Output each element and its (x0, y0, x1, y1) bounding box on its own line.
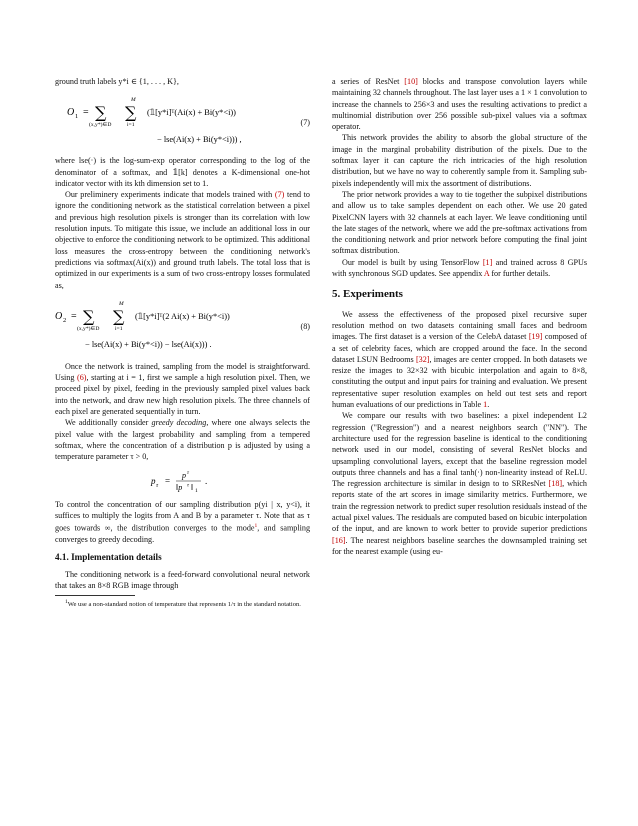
svg-text:p: p (182, 470, 186, 480)
para-tensorflow: Our model is built by using TensorFlow [1] and trained across 8 GPUs with synchronous SGD updates. See appendix A for further details. (332, 257, 588, 279)
ref-appendix-a[interactable]: A (483, 269, 490, 279)
para-resnet: a series of ResNet [10] blocks and transpose convolution layers while maintaining 32 channels throughout. The last layer uses a 1 × 1 convolution to increase the channels to 256×3 and uses the resulting activations to predict a multinomial distribution over 256 possible sub-pixel values via a softmax operator. (332, 77, 587, 132)
svg-text:τ: τ (156, 482, 159, 489)
svg-text:τ: τ (187, 469, 189, 476)
para-prior: The prior network provides a way to tie together the subpixel distributions and allow us to take samples dependent on each other. We use 20 gated PixelCNN layers with 32 channels at each layer. We leave conditioning until the late stages of the network, where we add the pre-softmax activations from the conditioning network and prior network before computing the final joint softmax distribution. (332, 189, 587, 256)
eq8-sum1-under: (x,y*)∈D (77, 325, 100, 332)
equation-7-graphic (55, 93, 310, 149)
footnote-1: $^1$We use a non-standard notion of temperature that represents 1/τ in the standard notation. (65, 599, 301, 609)
ref-19[interactable]: [19] (528, 332, 543, 342)
ref-16[interactable]: [16] (332, 535, 346, 545)
ref-32[interactable]: [32] (415, 354, 430, 364)
section-5-heading: 5. Experiments (332, 288, 403, 301)
svg-text:τ: τ (187, 482, 189, 489)
eq-temperature-graphic (55, 469, 310, 493)
eq8-number: (8) (300, 321, 310, 331)
para-lse: where lse(·) is the log-sum-exp operator corresponding to the log of the denominator of a softmax, and 𝟙[k] denotes a K-dimensional one-hot indicator vector with its kth dimension set to 1. (55, 156, 310, 188)
eq7-number: (7) (300, 118, 310, 128)
eq-temp-lhs: p (151, 475, 156, 486)
eq8-equals: = (71, 310, 77, 322)
ref-eq7[interactable]: (7) (274, 190, 285, 200)
equation-7 (55, 93, 310, 149)
para-trained: Once the network is trained, sampling from the model is straightforward. Using (6), starting at i = 1, first we sample a high resolution pixel. Then, we proceed pixel by pixel, feeding in the previously sampled pixel values back into the network, and draw new high resolution pixels. The three channels of each pixel are generated sequentially in turn. (55, 361, 310, 417)
svg-text:‖: ‖ (191, 482, 194, 492)
equation-8-graphic (55, 297, 310, 355)
ref-eq6[interactable]: (6) (76, 373, 87, 383)
para-impl: The conditioning network is a feed-forward convolutional neural network that takes an 8×8 RGB image through (55, 569, 310, 591)
eq7-line2: − lse(Ai(x) + Bi(y*<i))) , (157, 135, 242, 145)
para-greedy: We additionally consider greedy decoding, where one always selects the pixel value with the largest probability and sampling from a tempered softmax, where the concentration of a distribution p is adjusted by using a temperature parameter τ > 0, (55, 418, 310, 462)
eq8-sum2: ∑ (113, 306, 125, 326)
eq7-lhs: O (67, 107, 75, 119)
ref-1[interactable]: [1] (482, 257, 493, 267)
eq8-lhs-sub: 2 (63, 316, 67, 324)
eq8-sum2-top: M (119, 300, 124, 307)
right-column (332, 76, 587, 557)
equation-8 (55, 297, 310, 355)
para-prelim: Our preliminery experiments indicate that models trained with (7) tend to ignore the conditioning network as the statistical correlation between a pixel and previous high resolution pixels is stronger than its correlation with low resolution inputs. To mitigate this issue, we include an additional loss in our objective to enforce the conditioning network to be optimized. This additional loss measures the cross-entropy between the conditioning network's predictions via softmax(Ai(x)) and ground truth labels. The total loss that is optimized in our experiments is a sum of two cross-entropy losses formulated as, (55, 190, 310, 290)
intro-line: ground truth labels y*i ∈ {1, . . . , K}, (55, 77, 179, 86)
eq8-line1: (𝟙[y*i]ᵀ(2 Ai(x) + Bi(y*<i)) (135, 311, 230, 321)
eq7-sum2-top: M (131, 97, 136, 104)
eq7-sum1: ∑ (95, 103, 107, 123)
eq8-lhs: O (55, 310, 63, 322)
section-4-1-heading: 4.1. Implementation details (55, 552, 162, 563)
eq7-line1: (𝟙[y*i]ᵀ(Ai(x) + Bi(y*<i)) (147, 108, 236, 118)
svg-text:1: 1 (195, 487, 198, 493)
svg-text:=: = (165, 475, 171, 486)
eq7-sum1-under: (x,y*)∈D (89, 122, 112, 129)
para-control: To control the concentration of our sampling distribution p(yi | x, y<i), it suffices to multiply the logits from A and B by a parameter τ. Note that as τ goes towards ∞, the distribution converges to the mode$^1$, and sampling converges to greedy decoding. (55, 499, 311, 545)
footnote-ref-1[interactable]: 1 (254, 523, 258, 530)
eq7-sum2: ∑ (125, 103, 137, 123)
eq7-equals: = (83, 107, 89, 119)
ref-table-1[interactable]: 1 (483, 400, 488, 410)
ref-18[interactable]: [18] (548, 479, 563, 489)
svg-text:‖p: ‖p (176, 482, 183, 492)
para-ability: This network provides the ability to absorb the global structure of the image in the marginal probability distribution of the pixels. Due to the softmax layer it can capture the rich intricacies of the high resolution distribution, but we have no way to coherently sample from it. Sampling sub-pixels independently will mix the assortment of distributions. (332, 133, 587, 188)
para-compare: We compare our results with two baselines: a pixel independent L2 regression ("Regression") and a nearest neighbors search ("NN"). The architecture used for the regression baseline is identical to the conditioning network used in our model, consisting of several ResNet blocks and upsampling convolutional layers, except that the baseline regression model outputs three channels and has a final tanh(·) non-linearity instead of ReLU. The regression architecture is similar in design to to SRResNet [18], which reports state of the art scores in image similarity metrics. Furthermore, we train the regression network to predict super resolution residuals instead of the actual pixel values. The residuals are computed based on bicubic interpolation of the input, and are known to work better to provide superior predictions [16]. The nearest neighbors baseline searches the downsampled training set for the nearest example (using eu- (332, 411, 587, 556)
footnote-rule (55, 595, 135, 596)
eq7-sum2-under: i=1 (127, 122, 135, 129)
left-column (55, 76, 310, 610)
para-assess: We assess the effectiveness of the proposed pixel recursive super resolution method on two datasets containing small faces and bedroom images. The first dataset is a version of the CelebA dataset [19] composed of a set of celebrity faces, which are cropped around the face. In the second dataset LSUN Bedrooms [32], images are center cropped. In both datasets we resize the images to 32×32 with bicubic interpolation and again to 8×8, constituting the output and input pairs for training and evaluation. We present representative super resolution examples on held out test sets and report human evaluations of our predictions in Table 1. (332, 309, 587, 410)
svg-text:.: . (205, 475, 208, 486)
eq8-sum1: ∑ (83, 306, 95, 326)
eq8-line2: − lse(Ai(x) + Bi(y*<i)) − lse(Ai(x))) . (85, 339, 212, 349)
eq7-lhs-sub: 1 (75, 113, 79, 121)
ref-10[interactable]: [10] (404, 77, 418, 86)
equation-temperature (55, 469, 310, 493)
eq8-sum2-under: i=1 (115, 325, 123, 332)
